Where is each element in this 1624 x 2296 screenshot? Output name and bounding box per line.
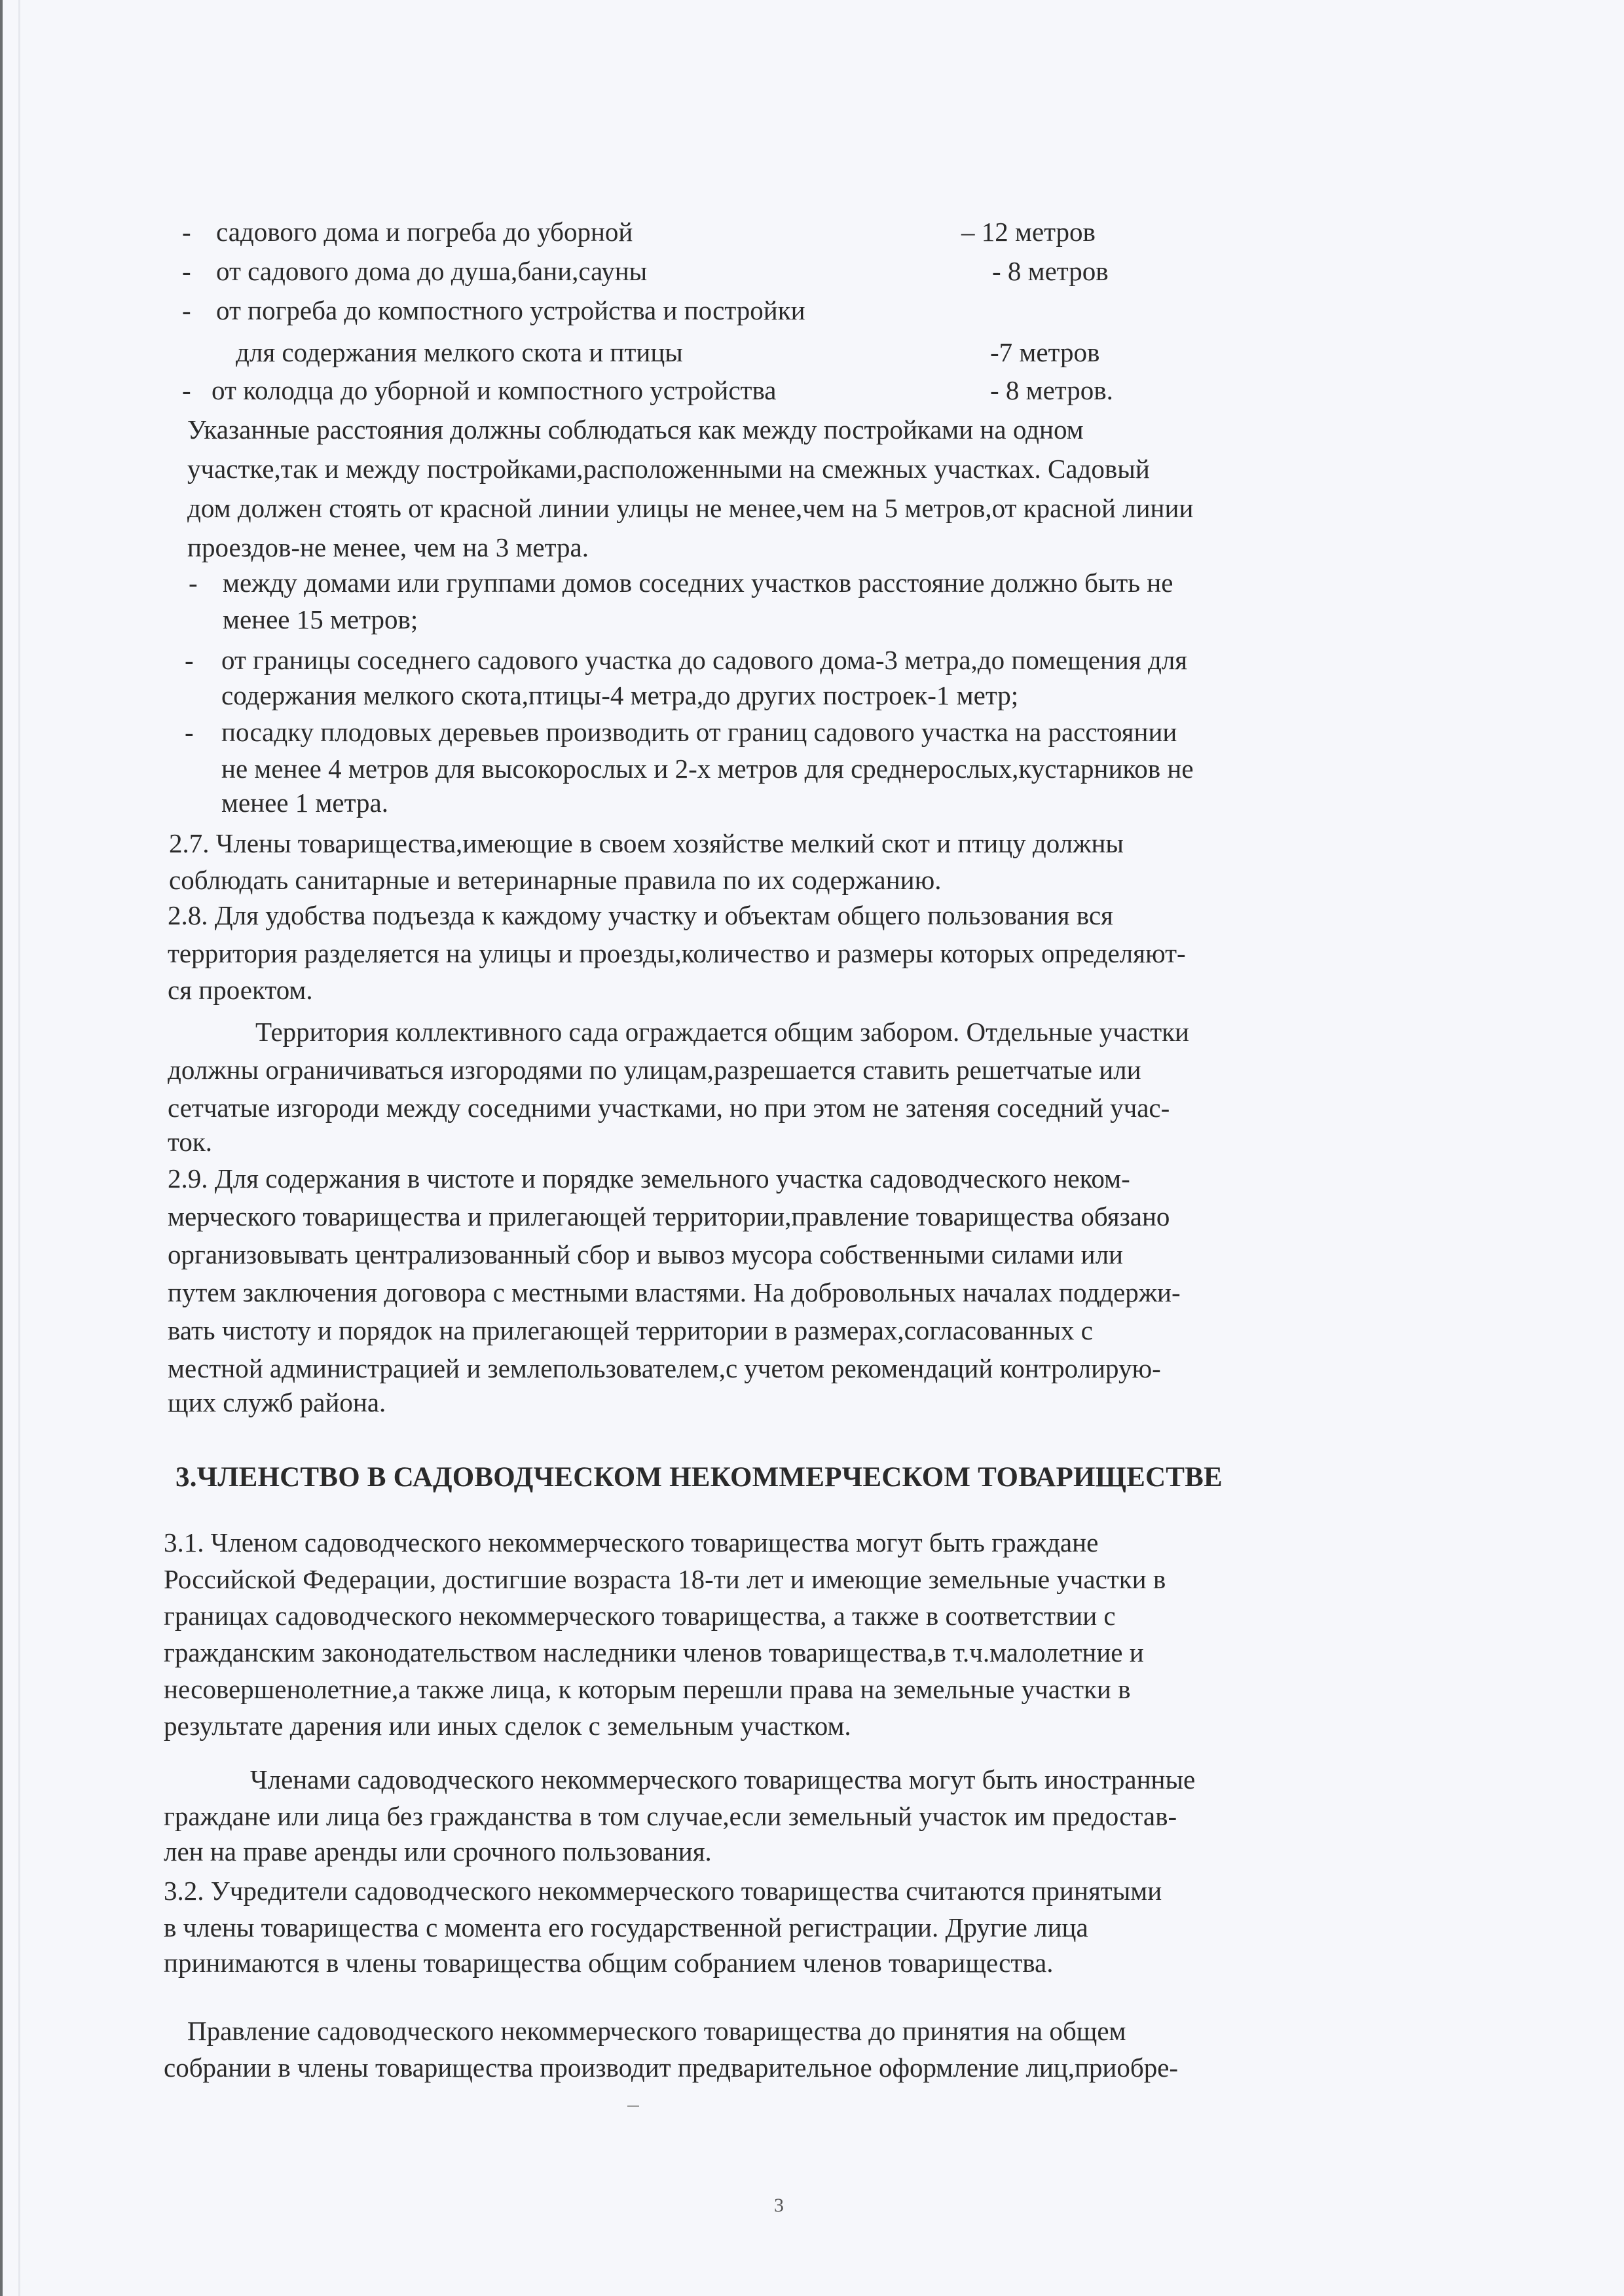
list-bullet: - — [185, 717, 194, 747]
section-2-9-line: вать чистоту и порядок на прилегающей территории в размерах,согласованных с — [168, 1315, 1093, 1345]
section-3-2-line: в члены товарищества с момента его государственной регистрации. Другие лица — [164, 1912, 1088, 1942]
section-2-7-line: соблюдать санитарные и ветеринарные правила по их содержанию. — [169, 865, 942, 895]
paragraph-line: Территория коллективного сада ограждается общим забором. Отдельные участки — [255, 1017, 1189, 1047]
section-3-1-line: результате дарения или иных сделок с земельным участком. — [164, 1711, 851, 1741]
section-2-7-line: 2.7. Члены товарищества,имеющие в своем хозяйстве мелкий скот и птицу должны — [169, 828, 1124, 858]
list-item-line: от границы соседнего садового участка до садового дома-3 метра,до помещения для — [221, 645, 1188, 675]
list-item-line: посадку плодовых деревьев производить от границ садового участка на расстоянии — [221, 717, 1177, 747]
section-2-9-line: путем заключения договора с местными властями. На добровольных началах поддержи- — [168, 1277, 1181, 1307]
list-item-line: не менее 4 метров для высокорослых и 2-х метров для среднерослых,кустарников не — [221, 754, 1194, 784]
distance-item: садового дома и погреба до уборной — [216, 217, 633, 247]
section-2-8-line: территория разделяется на улицы и проезды,количество и размеры которых определяют- — [168, 938, 1186, 968]
section-2-9-line: организовывать централизованный сбор и вывоз мусора собственными силами или — [168, 1239, 1123, 1269]
distance-item: от колодца до уборной и компостного устройства — [212, 375, 777, 405]
distance-item: от садового дома до душа,бани,сауны — [216, 256, 648, 286]
distance-value: - 8 метров — [992, 256, 1109, 286]
distance-value: – 12 метров — [961, 217, 1096, 247]
paragraph-line: лен на праве аренды или срочного пользования. — [164, 1836, 712, 1867]
list-bullet: - — [182, 217, 191, 247]
distance-value: - 8 метров. — [990, 375, 1113, 405]
page-number: 3 — [774, 2195, 784, 2216]
section-3-1-line: границах садоводческого некоммерческого товарищества, а также в соответствии с — [164, 1601, 1116, 1631]
paragraph-line: должны ограничиваться изгородями по улицам,разрешается ставить решетчатые или — [168, 1055, 1141, 1085]
section-2-9-line: мерческого товарищества и прилегающей территории,правление товарищества обязано — [168, 1201, 1170, 1231]
section-3-1-line: несовершенолетние,а также лица, к которым перешли права на земельные участки в — [164, 1674, 1131, 1704]
section-3-1-line: 3.1. Членом садоводческого некоммерческого товарищества могут быть граждане — [164, 1527, 1099, 1558]
paragraph-line: дом должен стоять от красной линии улицы не менее,чем на 5 метров,от красной линии — [187, 493, 1194, 523]
paragraph-line: Членами садоводческого некоммерческого товарищества могут быть иностранные — [250, 1764, 1196, 1795]
distance-item: от погреба до компостного устройства и постройки — [216, 295, 805, 325]
paragraph-line: ток. — [168, 1127, 213, 1157]
list-item-line: менее 15 метров; — [223, 604, 418, 634]
section-2-9-line: местной администрацией и землепользователем,с учетом рекомендаций контролирую- — [168, 1353, 1161, 1383]
section-3-2-line: 3.2. Учредители садоводческого некоммерческого товарищества считаются принятыми — [164, 1876, 1162, 1906]
list-bullet: - — [182, 295, 191, 325]
paragraph-line: граждане или лица без гражданства в том случае,если земельный участок им предостав- — [164, 1801, 1177, 1831]
paragraph-line: участке,так и между постройками,расположенными на смежных участках. Садовый — [187, 454, 1150, 484]
section-heading: 3.ЧЛЕНСТВО В САДОВОДЧЕСКОМ НЕКОММЕРЧЕСКОМ ТОВАРИЩЕСТВЕ — [175, 1462, 1223, 1493]
paragraph-line: проездов-не менее, чем на 3 метра. — [187, 532, 589, 562]
section-2-8-line: ся проектом. — [168, 975, 313, 1005]
list-bullet: - — [182, 256, 191, 286]
section-2-9-line: щих служб района. — [168, 1387, 386, 1417]
list-bullet: - — [189, 568, 198, 598]
section-3-1-line: Российской Федерации, достигшие возраста 18-ти лет и имеющие земельные участки в — [164, 1564, 1166, 1594]
section-3-1-line: гражданским законодательством наследники членов товарищества,в т.ч.малолетние и — [164, 1637, 1144, 1667]
paragraph-line: сетчатые изгороди между соседними участками, но при этом не затеняя соседний учас- — [168, 1093, 1170, 1123]
section-3-2-line: принимаются в члены товарищества общим собранием членов товарищества. — [164, 1948, 1054, 1978]
distance-item-continued: для содержания мелкого скота и птицы — [236, 337, 683, 367]
list-bullet: - — [182, 375, 191, 405]
list-item-line: между домами или группами домов соседних участков расстояние должно быть не — [223, 568, 1173, 598]
scan-mark — [627, 2105, 639, 2107]
paragraph-line: Правление садоводческого некоммерческого товарищества до принятия на общем — [187, 2016, 1126, 2046]
list-item-line: содержания мелкого скота,птицы-4 метра,до других построек-1 метр; — [221, 680, 1019, 710]
section-2-9-line: 2.9. Для содержания в чистоте и порядке земельного участка садоводческого неком- — [168, 1163, 1130, 1194]
paragraph-line: собрании в члены товарищества производит предварительное оформление лиц,приобре- — [164, 2052, 1179, 2083]
distance-value: -7 метров — [990, 337, 1100, 367]
list-bullet: - — [185, 645, 194, 675]
list-item-line: менее 1 метра. — [221, 788, 388, 818]
section-2-8-line: 2.8. Для удобства подъезда к каждому участку и объектам общего пользования вся — [168, 900, 1113, 930]
paragraph-line: Указанные расстояния должны соблюдаться как между постройками на одном — [187, 414, 1084, 445]
